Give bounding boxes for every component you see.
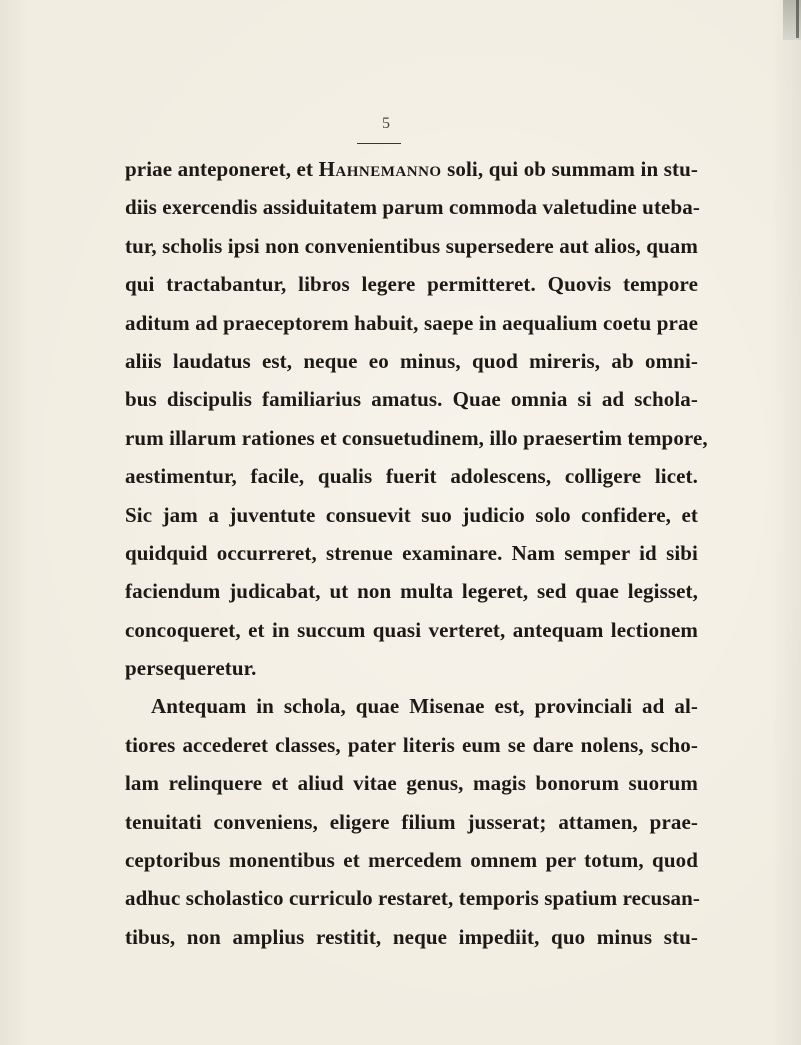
author-name: Hahnemanno [318,157,442,181]
text-line: tenuitati conveniens, eligere filium jusserat; attamen, prae- [125,809,698,834]
text-line: lam relinquere et aliud vitae genus, magis bonorum suorum [125,771,698,796]
text-line: tiores accederet classes, pater literis eum se dare nolens, scho- [125,732,698,757]
text-line: tibus, non amplius restitit, neque impediit, quo minus stu- [125,924,698,949]
paragraph-start-line: Antequam in schola, quae Misenae est, provinciali ad al- [151,694,698,719]
text-line: ceptoribus monentibus et mercedem omnem per totum, quod [125,848,698,873]
text-line: persequeretur. [125,656,257,681]
header-rule [357,143,401,144]
text-line: faciendum judicabat, ut non multa legeret, sed quae legisset, [125,579,698,604]
page-corner-edge [796,0,799,38]
text-line: priae anteponeret, et Hahnemanno soli, qui ob summam in stu- [125,157,698,181]
text-line: aditum ad praeceptorem habuit, saepe in aequalium coetu prae [125,310,698,335]
text-line: aestimentur, facile, qualis fuerit adolescens, colligere licet. [125,464,698,489]
text-line: quidquid occurreret, strenue examinare. Nam semper id sibi [125,540,698,565]
text-line: bus discipulis familiarius amatus. Quae omnia si ad schola- [125,387,698,412]
text-line: rum illarum rationes et consuetudinem, illo praesertim tempore, [125,425,708,450]
body-text [125,150,708,956]
page-number: 5 [382,115,390,132]
text-line: adhuc scholastico curriculo restaret, temporis spatium recusan- [125,886,701,911]
text-line: qui tractabantur, libros legere permitteret. Quovis tempore [125,272,698,297]
text-line: Sic jam a juventute consuevit suo judicio solo confidere, et [125,502,698,527]
text-line: concoqueret, et in succum quasi verteret, antequam lectionem [125,617,698,642]
text-line: tur, scholis ipsi non convenientibus supersedere aut alios, quam [125,233,698,258]
text-line: diis exercendis assiduitatem parum commoda valetudine uteba- [125,195,700,220]
text-line: aliis laudatus est, neque eo minus, quod mireris, ab omni- [125,348,698,373]
